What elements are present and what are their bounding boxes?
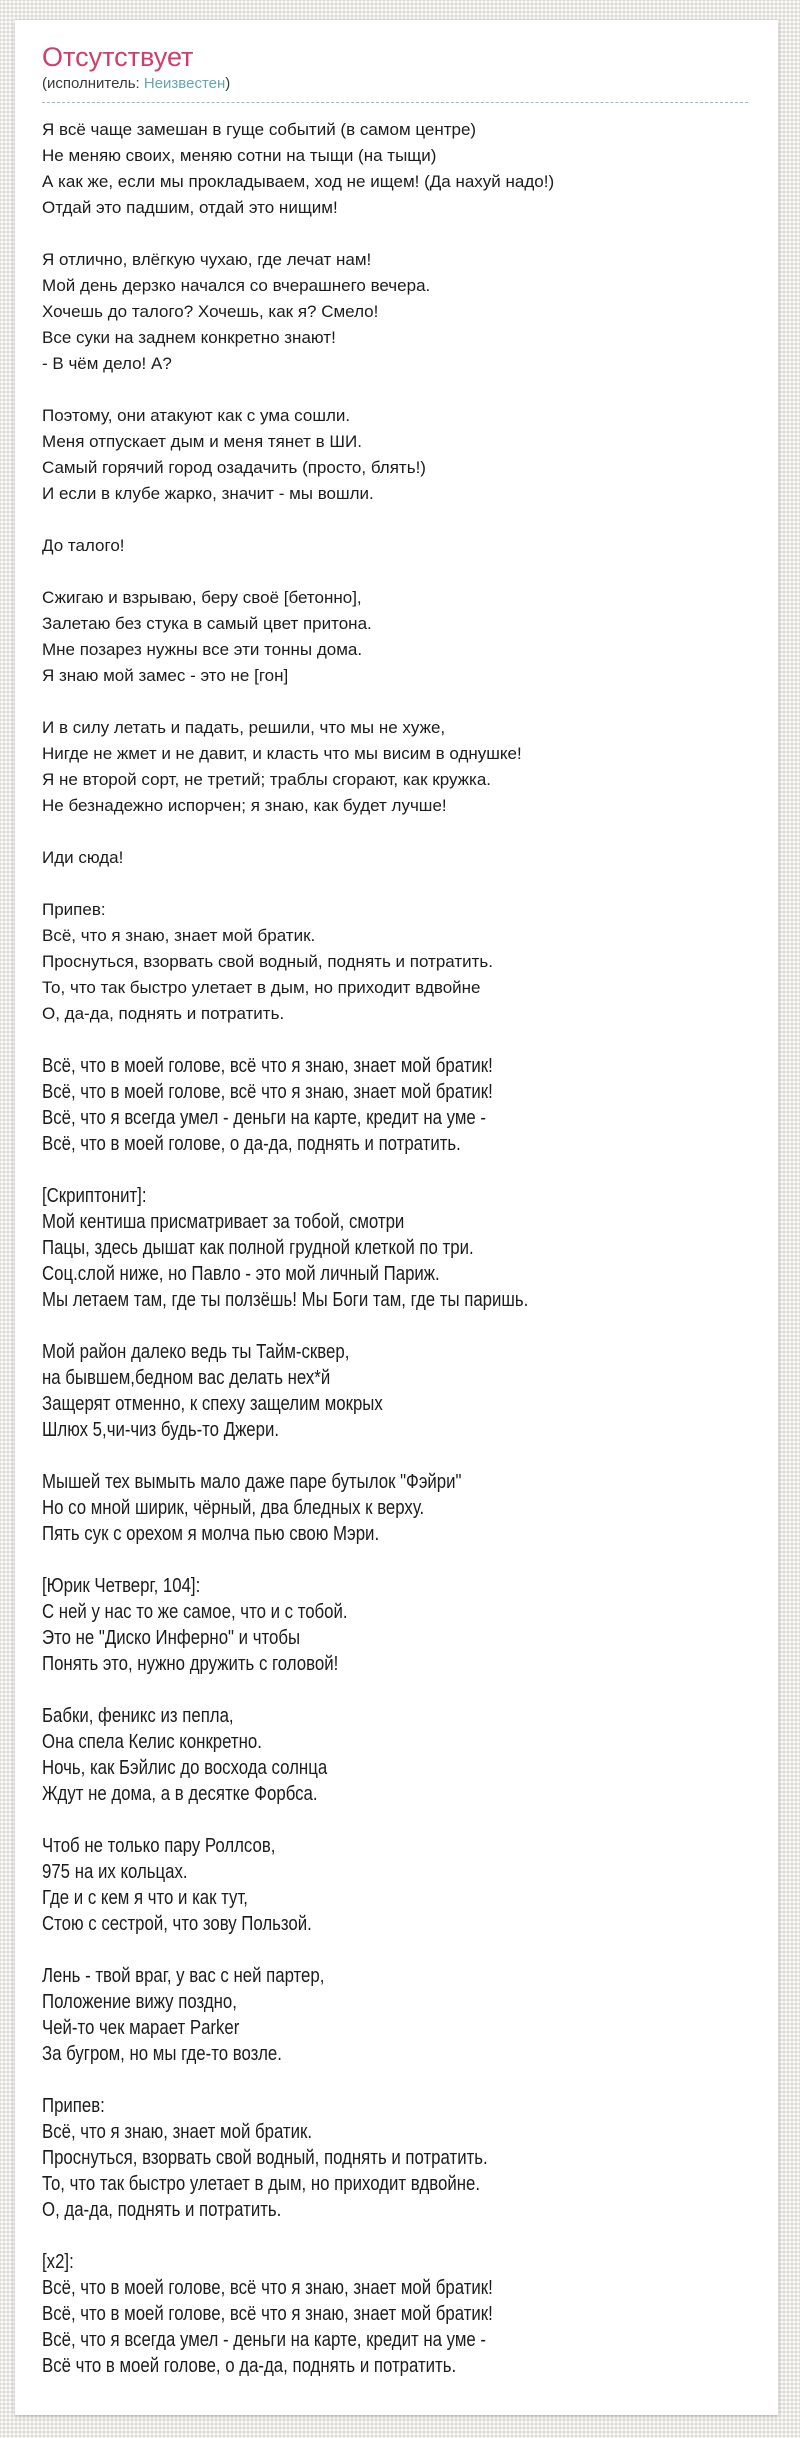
artist-line — [42, 75, 748, 93]
lyrics-text — [42, 117, 748, 2379]
artist-label-suffix: ) — [225, 75, 231, 92]
stanza: Я отлично, влёгкую чухаю, где лечат нам! Мой день дерзко начался со вчерашнего вечера. Хочешь до талого? Хочешь, как я? Смело! Все суки на заднем конкретно знают! - В чём дело! А? — [42, 250, 431, 373]
stanza: [х2]: Всё, что в моей голове, всё что я знаю, знает мой братик! Всё, что в моей голове, всё что я знаю, знает мой братик! Всё, что я всегда умел - деньги на карте, кредит на уме - Всё что в моей голове, о да-да, поднять и потратить. — [42, 2251, 493, 2377]
artist-label-prefix: (исполнитель: — [42, 75, 144, 92]
page-background — [0, 20, 800, 2438]
stanza: Иди сюда! — [42, 848, 124, 867]
lyrics-card — [15, 20, 778, 2415]
song-header — [42, 42, 748, 103]
page-title: Отсутствует — [42, 42, 194, 72]
stanza: Чтоб не только пару Роллсов, 975 на их кольцах. Где и с кем я что и как тут, Стою с сестрой, что зову Пользой. — [42, 1835, 312, 1935]
stanza: Лень - твой враг, у вас с ней партер, Положение вижу поздно, Чей-то чек марает Parker За бугром, но мы где-то возле. — [42, 1965, 325, 2065]
stanza: И в силу летать и падать, решили, что мы не хуже, Нигде не жмет и не давит, и класть что мы висим в однушке! Я не второй сорт, не третий; траблы сгорают, как кружка. Не безнадежно испорчен; я знаю, как будет лучше! — [42, 718, 522, 815]
stanza: [Юрик Четверг, 104]: С ней у нас то же самое, что и с тобой. Это не "Диско Инферно" и чтобы Понять это, нужно дружить с головой! — [42, 1575, 348, 1675]
stanza: Припев: Всё, что я знаю, знает мой братик. Проснуться, взорвать свой водный, поднять и потратить. То, что так быстро улетает в дым, но приходит вдвойне. О, да-да, поднять и потратить. — [42, 2095, 488, 2221]
stanza: Всё, что в моей голове, всё что я знаю, знает мой братик! Всё, что в моей голове, всё что я знаю, знает мой братик! Всё, что я всегда умел - деньги на карте, кредит на уме - Всё, что в моей голове, о да-да, поднять и потратить. — [42, 1055, 493, 1155]
stanza: Бабки, феникс из пепла, Она спела Келис конкретно. Ночь, как Бэйлис до восхода солнца Ждут не дома, а в десятке Форбса. — [42, 1705, 328, 1805]
stanza: Мой район далеко ведь ты Тайм-сквер, на бывшем,бедном вас делать нех*й Защерят отменно, к спеху защелим мокрых Шлюх 5,чи-чиз будь-то Джери. — [42, 1341, 383, 1441]
stanza: Я всё чаще замешан в гуще событий (в самом центре) Не меняю своих, меняю сотни на тыщи (на тыщи) А как же, если мы прокладываем, ход не ищем! (Да нахуй надо!) Отдай это падшим, отдай это нищим! — [42, 120, 555, 217]
stanza: Припев: Всё, что я знаю, знает мой братик. Проснуться, взорвать свой водный, поднять и потратить. То, что так быстро улетает в дым, но приходит вдвойне О, да-да, поднять и потратить. — [42, 900, 493, 1023]
stanza: Сжигаю и взрываю, беру своё [бетонно], Залетаю без стука в самый цвет притона. Мне позарез нужны все эти тонны дома. Я знаю мой замес - это не [гон] — [42, 588, 372, 685]
stanza: До талого! — [42, 536, 125, 555]
stanza: Поэтому, они атакуют как с ума сошли. Меня отпускает дым и меня тянет в ШИ. Самый горячий город озадачить (просто, блять!) И если в клубе жарко, значит - мы вошли. — [42, 406, 426, 503]
artist-link[interactable]: Неизвестен — [143, 75, 226, 92]
stanza: [Скриптонит]: Мой кентиша присматривает за тобой, смотри Пацы, здесь дышат как полной грудной клеткой по три. Соц.слой ниже, но Павло - это мой личный Париж. Мы летаем там, где ты ползёшь! Мы Боги там, где ты паришь. — [42, 1185, 529, 1311]
stanza: Мышей тех вымыть мало даже паре бутылок "Фэйри" Но со мной ширик, чёрный, два бледных к верху. Пять сук с орехом я молча пью свою Мэри. — [42, 1471, 462, 1545]
